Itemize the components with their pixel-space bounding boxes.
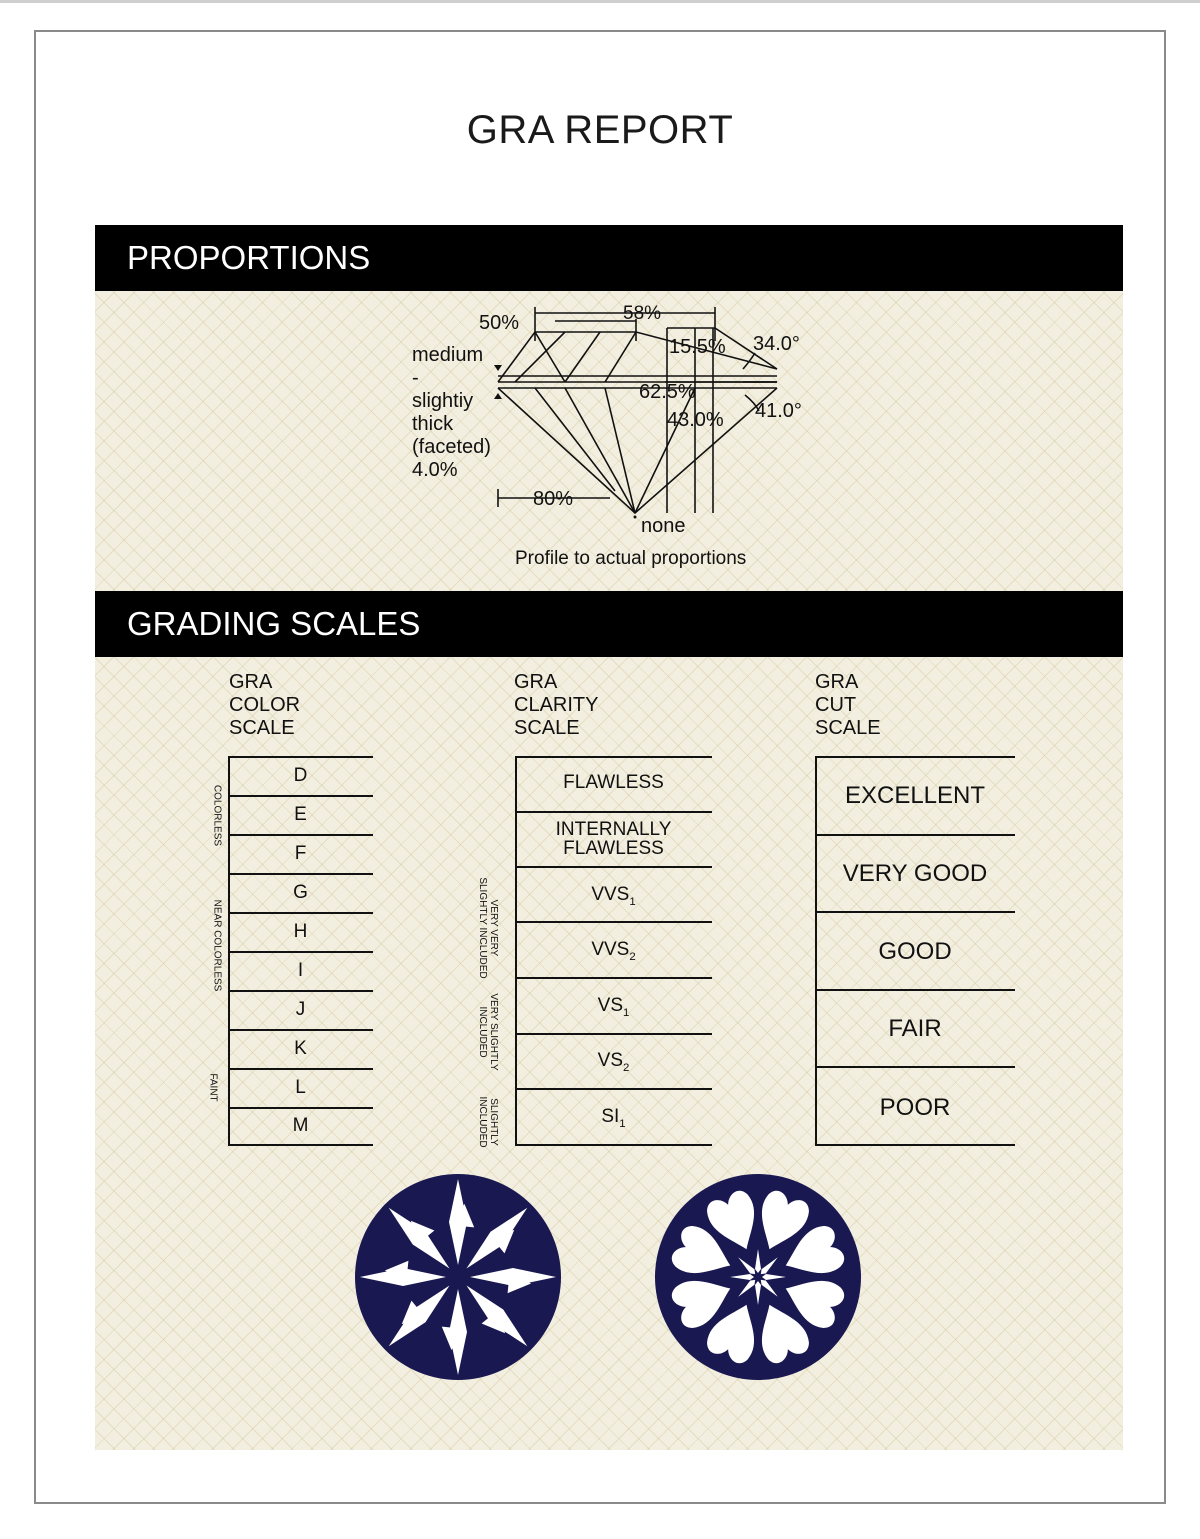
culet-label: none — [641, 515, 686, 537]
girdle-line: medium — [412, 344, 484, 366]
color-grade: D — [293, 765, 308, 786]
pavilion-depth-label: 43.0% — [667, 409, 724, 431]
header-line: SCALE — [229, 717, 295, 739]
grading-band — [95, 591, 1123, 657]
color-grade: K — [294, 1038, 307, 1059]
clarity-grade-line: FLAWLESS — [563, 838, 664, 859]
clarity-grade-vvs1: $VVS_1$ — [591, 884, 636, 908]
header-line: GRA — [815, 671, 859, 693]
girdle-line: - — [412, 367, 419, 389]
vvs-group-label: VERY VERY SLIGHTLY INCLUDED — [477, 877, 499, 979]
girdle-line: thick — [412, 413, 454, 435]
header-line: GRA — [229, 671, 273, 693]
total-depth-label: 62.5% — [639, 381, 696, 403]
color-scale-table — [228, 756, 373, 1146]
clarity-grade-internally-flawless — [515, 820, 712, 858]
clarity-scale-header — [514, 671, 598, 740]
girdle-description — [412, 344, 491, 482]
header-line: CUT — [815, 694, 857, 716]
color-grade: F — [294, 843, 307, 864]
color-scale-header — [229, 671, 300, 740]
hearts-arrows-arrows-view-icon — [353, 1172, 563, 1382]
girdle-line: slightiy — [412, 390, 474, 412]
report-title: GRA REPORT — [466, 108, 734, 152]
cut-grade: POOR — [879, 1094, 951, 1121]
proportions-band — [95, 225, 1123, 291]
si-group-label: SLIGHTLY INCLUDED — [477, 1096, 499, 1148]
cut-grade: EXCELLENT — [844, 782, 986, 809]
girdle-line: 4.0% — [412, 459, 458, 481]
cut-grade: GOOD — [878, 938, 952, 965]
girdle-line: (faceted) — [412, 436, 491, 458]
color-grade: G — [293, 882, 308, 903]
proportions-caption: Profile to actual proportions — [515, 548, 747, 569]
clarity-grade-flawless: FLAWLESS — [563, 772, 664, 793]
colorless-group-label: COLORLESS — [211, 784, 223, 847]
cut-scale-table — [815, 756, 1015, 1146]
clarity-grade-vvs2: $VVS_2$ — [591, 939, 636, 963]
color-grade: M — [292, 1115, 309, 1136]
hearts-arrows-hearts-view-icon — [653, 1172, 863, 1382]
clarity-grade-si1: $SI_1$ — [601, 1106, 626, 1130]
clarity-grade-vs2: $VS_2$ — [597, 1050, 630, 1074]
grading-heading: GRADING SCALES — [127, 605, 421, 642]
proportions-panel — [95, 291, 1123, 591]
near-colorless-group-label: NEAR COLORLESS — [211, 899, 223, 992]
color-grade: H — [293, 921, 308, 942]
grading-panel — [95, 657, 1123, 1450]
clarity-grade-vs1: $VS_1$ — [597, 995, 630, 1019]
header-line: SCALE — [815, 717, 881, 739]
header-line: COLOR — [229, 694, 301, 716]
header-line: SCALE — [514, 717, 580, 739]
lower-girdle-label: 80% — [533, 488, 574, 510]
vs-group-label: VERY SLIGHTLY INCLUDED — [477, 993, 499, 1071]
clarity-grade-line: INTERNALLY — [555, 819, 672, 840]
cut-grade: FAIR — [888, 1015, 942, 1042]
cut-scale-header — [815, 671, 881, 740]
clarity-scale-table — [515, 756, 712, 1146]
table-label: 58% — [623, 303, 662, 324]
crown-height-label: 15.5% — [669, 336, 726, 358]
proportions-heading: PROPORTIONS — [127, 239, 371, 276]
faint-group-label: FAINT — [207, 1073, 219, 1102]
color-grade: L — [295, 1077, 306, 1098]
top-rule — [0, 0, 1200, 3]
header-line: CLARITY — [514, 694, 599, 716]
pavilion-angle-label: 41.0° — [755, 400, 802, 422]
color-grade: E — [294, 804, 307, 825]
cut-grade: VERY GOOD — [842, 860, 988, 887]
diamond-profile-diagram — [95, 291, 1123, 591]
crown-angle-label: 34.0° — [753, 333, 800, 355]
header-line: GRA — [514, 671, 558, 693]
lower-half-label: 50% — [479, 312, 520, 334]
color-grade: I — [297, 960, 304, 981]
color-grade: J — [295, 999, 306, 1020]
